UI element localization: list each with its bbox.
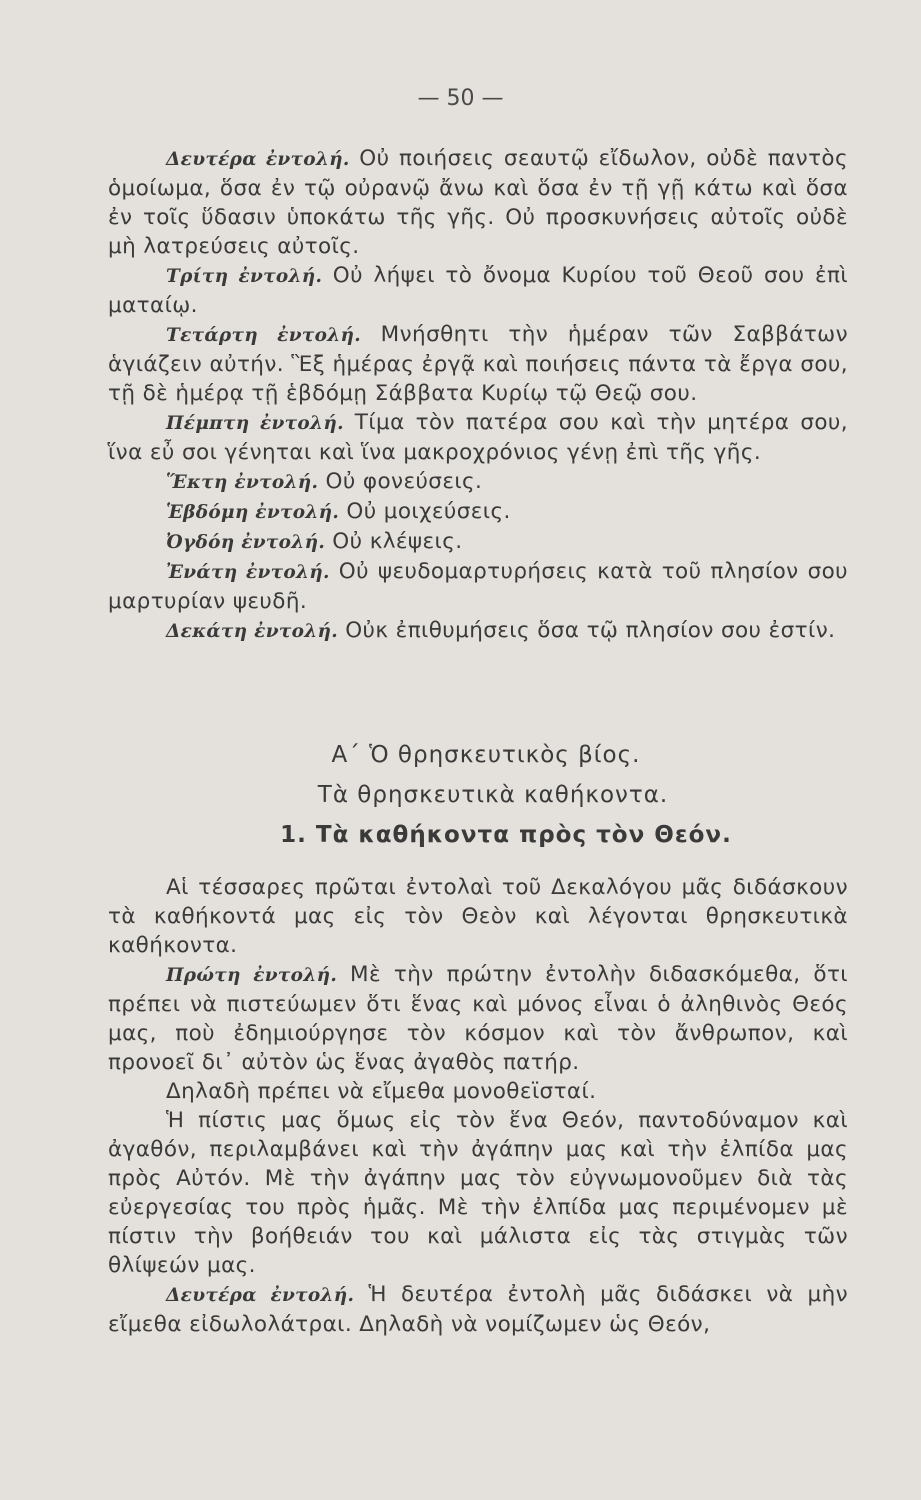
paragraph-label: Πρώτη ἐντολή. xyxy=(166,965,338,986)
commandment-4 xyxy=(108,320,848,408)
second-commandment-paragraph xyxy=(108,1280,848,1339)
commandment-9 xyxy=(108,557,848,616)
commandment-6 xyxy=(108,467,848,497)
first-commandment-paragraph xyxy=(108,960,848,1077)
commandment-text: Οὐ ψευδομαρτυρήσεις κατὰ τοῦ πλησίον σου μαρτυρίαν ψευδῆ. xyxy=(108,559,848,614)
commandment-label: Πέμπτη ἐντολή. xyxy=(166,413,344,434)
commandment-text: Οὐ μοιχεύσεις. xyxy=(339,499,511,524)
commandment-2 xyxy=(108,144,848,261)
commandment-10 xyxy=(108,616,848,646)
subsection-heading: Τὰ θρησκευτικὰ καθήκοντα. xyxy=(317,782,669,808)
commandment-text: Τίμα τὸν πατέρα σου καὶ τὴν μητέρα σου, ἵνα εὖ σοι γένηται καὶ ἵνα μακροχρόνιος γένῃ ἐπὶ τῆς γῆς. xyxy=(108,410,848,465)
commandment-7 xyxy=(108,497,848,527)
faith-paragraph: Ἡ πίστις μας ὅμως εἰς τὸν ἕνα Θεόν, παντοδύναμον καὶ ἀγαθόν, περιλαμβάνει καὶ τὴν ἀγάπην μας καὶ τὴν ἐλπίδα μας πρὸς Αὐτόν. Μὲ τὴν ἀγάπην μας τὸν εὐγνωμονοῦμεν διὰ τὰς εὐεργεσίας του πρὸς ἡμᾶς. Μὲ τὴν ἐλπίδα μας περιμένομεν μὲ πίστιν τὴν βοήθειάν του καὶ μάλιστα εἰς τὰς στιγμὰς τῶν θλίψεών μας. xyxy=(108,1108,848,1278)
commandment-text: Οὐ κλέψεις. xyxy=(325,529,463,554)
monotheists-paragraph: Δηλαδὴ πρέπει νὰ εἴμεθα μονοθεϊσταί. xyxy=(166,1079,597,1104)
section-heading: Α΄ Ὁ θρησκευτικὸς βίος. xyxy=(331,742,641,768)
paragraph-text: Μὲ τὴν πρώτην ἐντολὴν διδασκόμεθα, ὅτι πρέπει νὰ πιστεύωμεν ὅτι ἕνας καὶ μόνος εἶναι ὁ ἀληθινὸς Θεός μας, ποὺ ἐδημιούργησε τὸν κόσμον καὶ τὸν ἄνθρωπον, καὶ προνοεῖ δι᾽ αὐτὸν ὡς ἕνας ἀγαθὸς πατήρ. xyxy=(108,962,848,1075)
commandment-label: Δευτέρα ἐντολή. xyxy=(166,149,350,170)
paragraph-label: Δευτέρα ἐντολή. xyxy=(166,1285,355,1306)
commandment-label: Ἑβδόμη ἐντολή. xyxy=(166,502,340,523)
commandment-text: Οὐ λήψει τὸ ὄνομα Κυρίου τοῦ Θεοῦ σου ἐπὶ ματαίῳ. xyxy=(108,263,848,318)
commandment-label: Ἐνάτη ἐντολή. xyxy=(166,562,330,583)
commandment-label: Τρίτη ἐντολή. xyxy=(166,266,323,287)
commandment-text: Οὐ ποιήσεις σεαυτῷ εἴδωλον, οὐδὲ παντὸς ὁμοίωμα, ὅσα ἐν τῷ οὐρανῷ ἄνω καὶ ὅσα ἐν τῇ γῇ κάτω καὶ ὅσα ἐν τοῖς ὕδασιν ὑποκάτω τῆς γῆς. Οὐ προσκυνήσεις αὐτοῖς οὐδὲ μὴ λατρεύσεις αὐτοῖς. xyxy=(108,146,849,259)
commandment-text: Οὐ φονεύσεις. xyxy=(318,469,483,494)
commandment-3 xyxy=(108,261,848,320)
page-number: — 50 — xyxy=(417,86,504,111)
commandment-label: Ὀγδόη ἐντολή. xyxy=(166,532,326,553)
commandment-label: Τετάρτη ἐντολή. xyxy=(166,325,362,346)
intro-paragraph: Αἱ τέσσαρες πρῶται ἐντολαὶ τοῦ Δεκαλόγου μᾶς διδάσκουν τὰ καθήκοντά μας εἰς τὸν Θεὸν καὶ λέγονται θρησκευτικὰ καθήκοντα. xyxy=(108,875,848,958)
paragraph-text: Ἡ δευτέρα ἐντολὴ μᾶς διδάσκει νὰ μὴν εἴμεθα εἰδωλολάτραι. Δηλαδὴ νὰ νομίζωμεν ὡς Θεόν, xyxy=(108,1282,849,1337)
commandments-block xyxy=(108,144,848,646)
commandment-5 xyxy=(108,408,848,467)
chapter-heading: 1. Τὰ καθήκοντα πρὸς τὸν Θεόν. xyxy=(280,822,732,848)
commandment-8 xyxy=(108,527,848,557)
commandment-label: Ἕκτη ἐντολή. xyxy=(166,472,319,493)
body-text xyxy=(108,873,848,1339)
commandment-text: Οὐκ ἐπιθυμήσεις ὅσα τῷ πλησίον σου ἐστίν. xyxy=(337,618,836,643)
commandment-label: Δεκάτη ἐντολή. xyxy=(166,621,338,642)
section-headings xyxy=(108,735,848,855)
commandment-text: Μνήσθητι τὴν ἡμέραν τῶν Σαββάτων ἁγιάζειν αὐτήν. Ἓξ ἡμέρας ἐργᾷ καὶ ποιήσεις πάντα τὰ ἔργα σου, τῇ δὲ ἡμέρᾳ τῇ ἑβδόμῃ Σάββατα Κυρίῳ τῷ Θεῷ σου. xyxy=(108,322,848,406)
